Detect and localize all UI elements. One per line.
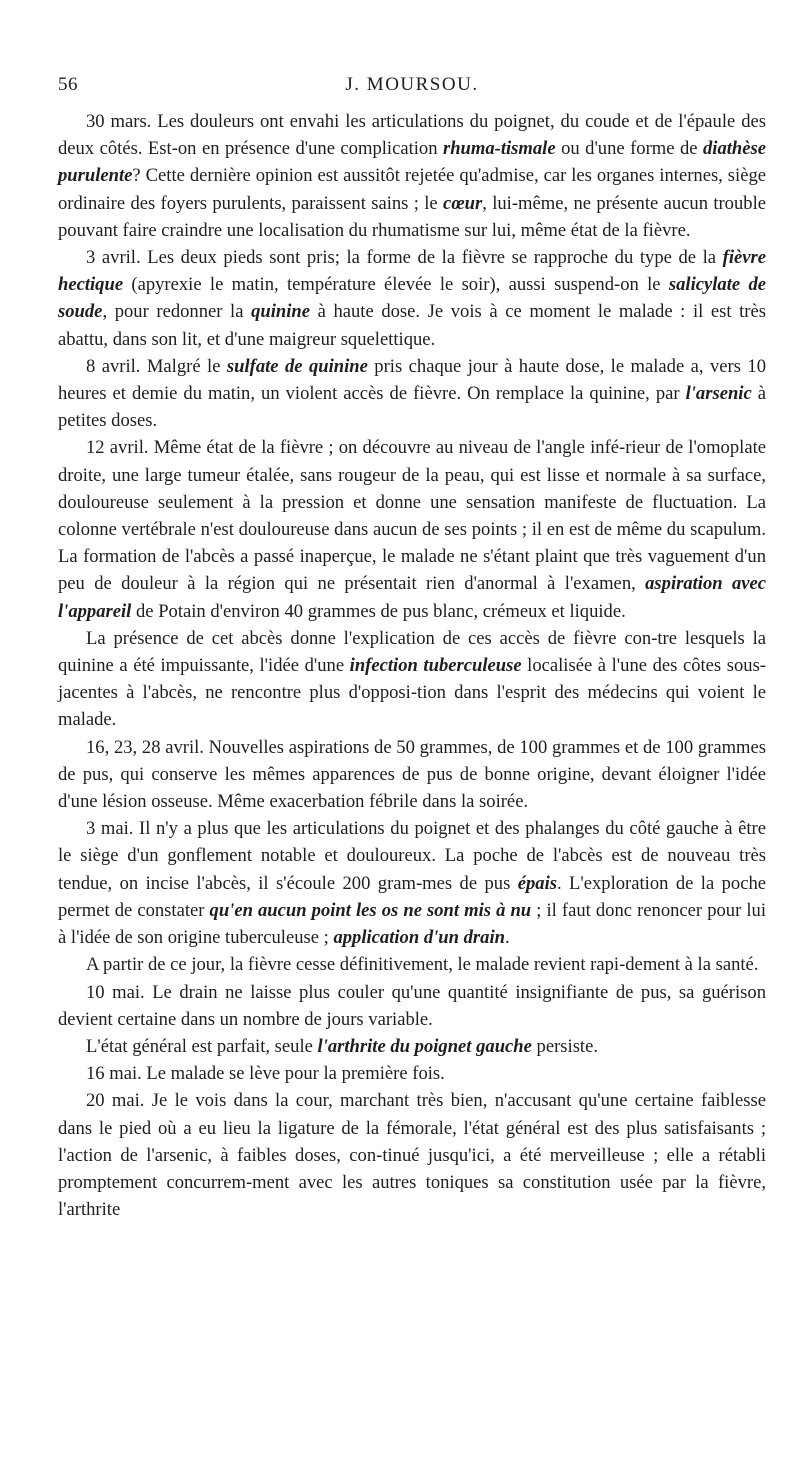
paragraph (58, 353, 766, 435)
text-run: ? Cette dernière opinion est aussitôt rejetée qu'admise, car les organes internes, siège ordinaire des foyers purulents, paraissent sains ; le (58, 165, 766, 214)
text-run: , lui-même, ne présente aucun trouble pouvant faire craindre une localisation du rhumatisme sur lui, même état de la fièvre. (58, 192, 766, 241)
text-run: de Potain d'environ 40 grammes de pus blanc, crémeux et liquide. (131, 600, 626, 622)
italic-term: aspiration avec l'appareil (58, 573, 767, 622)
paragraph (58, 434, 766, 624)
paragraph (58, 734, 766, 816)
paragraph (58, 1087, 766, 1223)
text-run: . L'exploration de la poche permet de constater (58, 872, 767, 921)
paragraph (58, 951, 766, 978)
text-run: . (504, 927, 510, 949)
text-run: 3 mai. Il n'y a plus que les articulations du poignet et des phalanges du côté gauche à être le siège d'un gonflement notable et douloureux. La poche de l'abcès est de nouveau très tendue, on incise l'abcès, il s'écoule 200 gram-mes de pus (58, 818, 766, 894)
italic-term: l'arsenic (685, 383, 752, 405)
text-run: persiste. (531, 1035, 599, 1057)
text-run: ; il faut donc renoncer pour lui à l'idée de son origine tuberculeuse ; (58, 899, 766, 949)
text-run: localisée à l'une des côtes sous-jacentes à l'abcès, ne rencontre plus d'opposi-tion dans l'esprit des médecins qui voient le malade. (58, 655, 766, 731)
paragraph (58, 1033, 766, 1060)
text-run: 10 mai. Le drain ne laisse plus couler qu'une quantité insignifiante de pus, sa guérison devient certaine dans un nombre de jours variable. (58, 981, 766, 1030)
italic-term: infection tuberculeuse (349, 655, 522, 677)
text-run: 12 avril. Même état de la fièvre ; on découvre au niveau de l'angle infé-rieur de l'omoplate droite, une large tumeur étalée, sans rougeur de la peau, qui est lisse et normale à sa surface, douloureuse seulement à la pression et donne une sensation manifeste de fluctuation. La colonne vertébrale n'est douloureuse dans aucun de ses points ; il en est de même du scapulum. La formation de l'abcès a passé inaperçue, le malade ne s'étant plaint que très vaguement d'un peu de douleur à la région qui ne présentait rien d'anormal à l'examen, (58, 437, 766, 595)
body-text (58, 108, 766, 1223)
italic-term: épais (517, 872, 557, 894)
italic-term: quinine (251, 301, 310, 323)
paragraph (58, 625, 766, 734)
italic-term: qu'en aucun point les os ne sont mis à nu (209, 899, 532, 921)
text-run: 16 mai. Le malade se lève pour la première fois. (86, 1063, 445, 1085)
text-run: 8 avril. Malgré le (86, 355, 227, 377)
paragraph (58, 979, 766, 1033)
text-run: (apyrexie le matin, température élevée le soir), aussi suspend-on le (123, 274, 669, 296)
paragraph (58, 244, 766, 353)
running-head: J. MOURSOU. (345, 74, 479, 95)
paragraph (58, 1060, 766, 1087)
italic-term: salicylate de soude (58, 274, 766, 323)
italic-term: fièvre hectique (58, 247, 766, 296)
text-run: 30 mars. Les douleurs ont envahi les articulations du poignet, du coude et de l'épaule des deux côtés. Est-on en présence d'une complication (58, 111, 766, 160)
text-run: L'état général est parfait, seule (86, 1035, 318, 1057)
paragraph (58, 108, 766, 244)
italic-term: diathèse purulente (58, 138, 767, 187)
italic-term: cœur (442, 192, 483, 214)
page-number: 56 (58, 74, 78, 95)
text-run: ou d'une forme de (555, 138, 703, 160)
text-run: à petites doses. (58, 383, 766, 432)
italic-term: l'arthrite du poignet gauche (317, 1035, 532, 1057)
text-run: A partir de ce jour, la fièvre cesse définitivement, le malade revient rapi-dement à la santé. (86, 954, 759, 976)
text-run: La présence de cet abcès donne l'explication de ces accès de fièvre con-tre lesquels la quinine a été impuissante, l'idée d'une (58, 627, 766, 677)
text-run: 16, 23, 28 avril. Nouvelles aspirations de 50 grammes, de 100 grammes et de 100 grammes de pus, qui conserve les mêmes apparences de pus de bonne origine, devant éloigner l'idée d'une lésion osseuse. Même exacerbation fébrile dans la soirée. (58, 736, 766, 813)
text-run: 20 mai. Je le vois dans la cour, marchant très bien, n'accusant qu'une certaine faiblesse dans le pied où a eu lieu la ligature de la fémorale, l'état général est des plus satisfaisants ; l'action de l'arsenic, à faibles doses, con-tinué jusqu'ici, a été merveilleuse ; elle a rétabli promptement concurrem-ment avec les autres toniques sa constitution usée par la fièvre, l'arthrite (58, 1090, 766, 1221)
text-run: , pour redonner la (102, 301, 252, 323)
text-run: 3 avril. Les deux pieds sont pris; la forme de la fièvre se rapproche du type de la (86, 247, 723, 269)
text-run: à haute dose. Je vois à ce moment le malade : il est très abattu, dans son lit, et d'une maigreur squelettique. (58, 301, 766, 350)
italic-term: application d'un drain (333, 927, 505, 949)
italic-term: sulfate de quinine (226, 355, 368, 377)
page-header (58, 74, 766, 108)
text-run: pris chaque jour à haute dose, le malade a, vers 10 heures et demie du matin, un violent accès de fièvre. On remplace la quinine, par (58, 355, 766, 405)
paragraph (58, 815, 766, 951)
italic-term: rhuma-tismale (442, 138, 556, 160)
